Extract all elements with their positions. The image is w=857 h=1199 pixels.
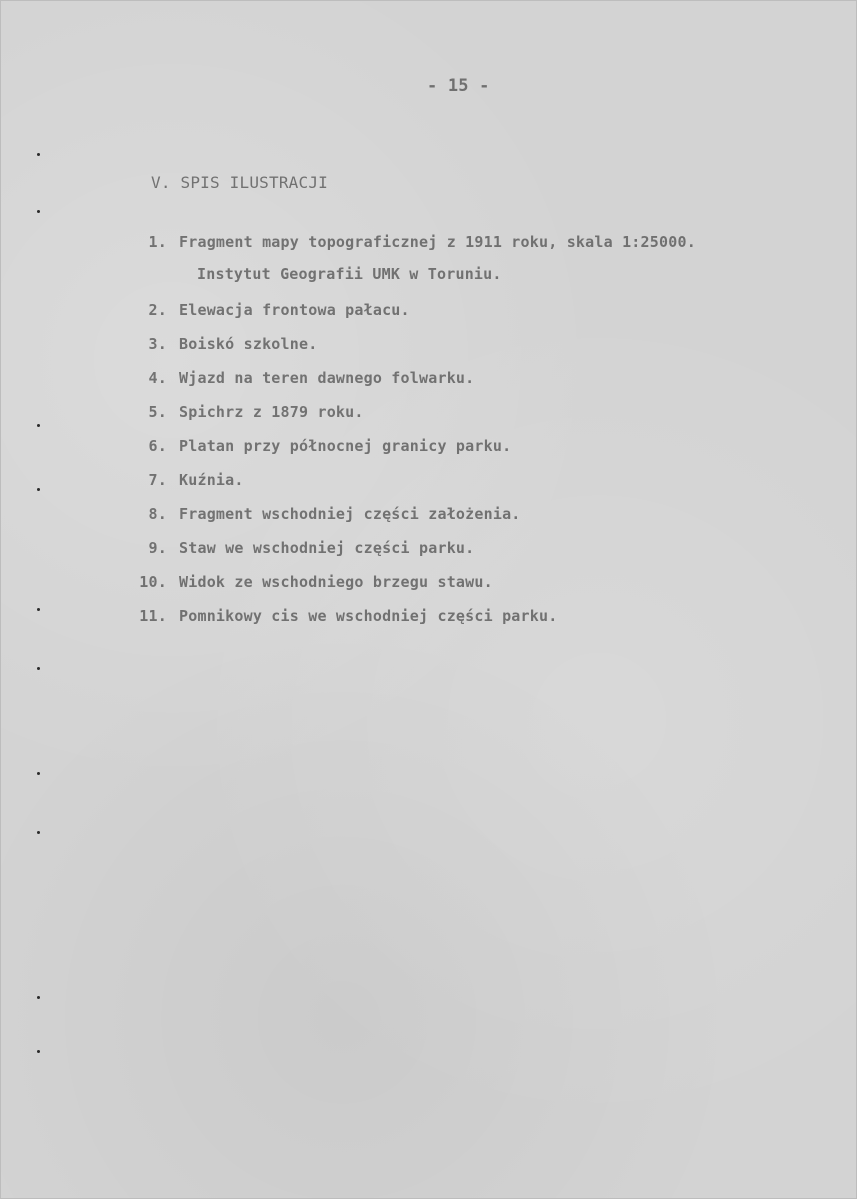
item-number: 11. <box>139 607 167 625</box>
item-number: 10. <box>139 573 167 591</box>
margin-mark <box>37 424 40 427</box>
margin-mark <box>37 1050 40 1053</box>
margin-mark <box>37 210 40 213</box>
item-number: 1. <box>148 233 167 251</box>
margin-mark <box>37 667 40 670</box>
item-text: Widok ze wschodniego brzegu stawu. <box>179 573 493 591</box>
item-number: 2. <box>148 301 167 319</box>
item-number: 4. <box>148 369 167 387</box>
item-text: Spichrz z 1879 roku. <box>179 403 364 421</box>
margin-mark <box>37 831 40 834</box>
item-text: Fragment mapy topograficznej z 1911 roku, skala 1:25000. <box>179 233 696 251</box>
item-text: Pomnikowy cis we wschodniej części parku. <box>179 607 558 625</box>
section-heading: V. SPIS ILUSTRACJI <box>151 173 328 192</box>
item-text: Kuźnia. <box>179 471 244 489</box>
item-number: 7. <box>148 471 167 489</box>
item-text: Wjazd na teren dawnego folwarku. <box>179 369 475 387</box>
item-number: 5. <box>148 403 167 421</box>
page-number: - 15 - <box>427 76 490 96</box>
item-text: Elewacja frontowa pałacu. <box>179 301 410 319</box>
item-continuation: Instytut Geografii UMK w Toruniu. <box>197 265 502 283</box>
item-text: Boiskó szkolne. <box>179 335 318 353</box>
item-number: 6. <box>148 437 167 455</box>
item-text: Staw we wschodniej części parku. <box>179 539 475 557</box>
item-number: 8. <box>148 505 167 523</box>
item-number: 9. <box>148 539 167 557</box>
margin-mark <box>37 772 40 775</box>
margin-mark <box>37 996 40 999</box>
margin-mark <box>37 488 40 491</box>
item-text: Fragment wschodniej części założenia. <box>179 505 521 523</box>
item-text: Platan przy północnej granicy parku. <box>179 437 512 455</box>
margin-mark <box>37 608 40 611</box>
margin-mark <box>37 153 40 156</box>
item-number: 3. <box>148 335 167 353</box>
